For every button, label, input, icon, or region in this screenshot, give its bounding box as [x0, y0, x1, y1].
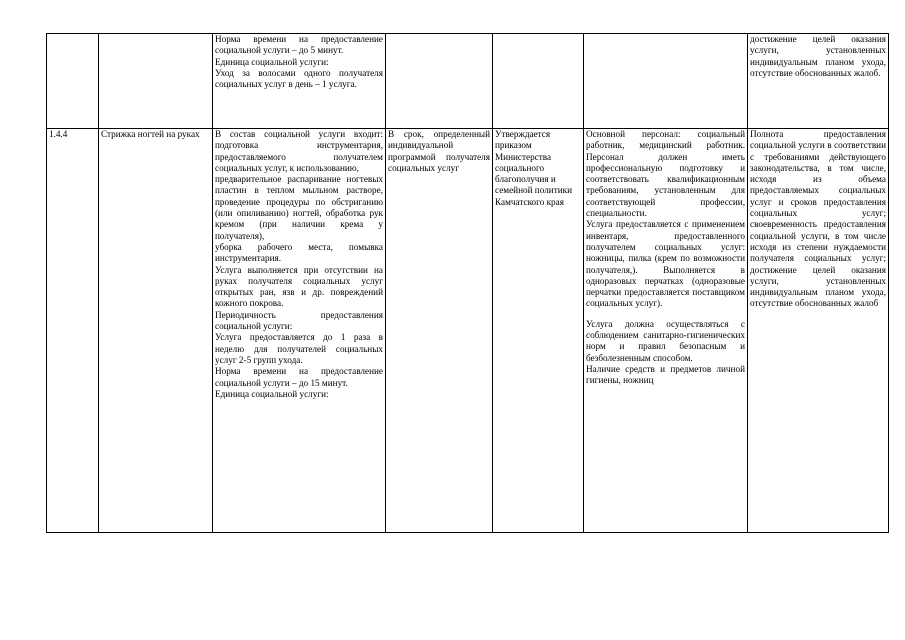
table-row	[47, 34, 889, 129]
paragraph: предварительное распаривание ногтевых пластин в теплом мыльном растворе, проведение процедуры по обстриганию (или опиливанию) ногтей, обработка рук кремом (при наличии крема у получателя),	[215, 174, 383, 241]
paragraph: В состав социальной услуги входит: подготовка инструментария, предоставляемого получателем социальных услуг, к использованию,	[215, 129, 383, 173]
cell-name	[99, 34, 213, 129]
paragraph: Услуга должна осуществляться с соблюдением санитарно-гигиенических норм и правил безопасным и безболезненным способом.	[586, 318, 745, 363]
cell-approval: Утверждается приказом Министерства социального благополучия и семейной политики Камчатского края	[493, 129, 584, 533]
cell-term	[386, 34, 493, 129]
paragraph: Норма времени на предоставление социальной услуги – до 5 минут.	[215, 34, 383, 56]
cell-num: 1.4.4	[47, 129, 99, 533]
paragraph: Основной персонал: социальный работник, медицинский работник. Персонал должен иметь профессиональную подготовку и соответствовать квалификационным требованиям, установленным для соответствующей профессии, специальности.	[586, 129, 745, 219]
paragraph: Уход за волосами одного получателя социальных услуг в день – 1 услуга.	[215, 67, 383, 90]
cell-name: Стрижка ногтей на руках	[99, 129, 213, 533]
paragraph: Норма времени на предоставление социальной услуги – до 15 минут.	[215, 366, 383, 388]
table-row	[47, 129, 889, 533]
cell-quality	[748, 34, 889, 129]
cell-term: В срок, определенный индивидуальной программой получателя социальных услуг	[386, 129, 493, 533]
paragraph: Полнота предоставления социальной услуги в соответствии с требованиями действующего законодательства, в том числе, исходя из объема предоставляемых социальных услуг и сроков предоставления социальных услуг; своевременность предоставления социальной услуги, в том числе исходя из степени нуждаемости получателя социальных услуг; достижение целей оказания услуги, установленных индивидуальным планом ухода, отсутствие обоснованных жалоб	[750, 129, 886, 309]
cell-approval	[493, 34, 584, 129]
paragraph: Единица социальной услуги:	[215, 56, 329, 67]
services-table	[46, 33, 889, 533]
paragraph: достижение целей оказания услуги, установленных индивидуальным планом ухода, отсутствие обоснованных жалоб.	[750, 34, 886, 78]
paragraph: Периодичность предоставления социальной услуги:	[215, 309, 383, 332]
cell-quality	[748, 129, 889, 533]
paragraph: Услуга предоставляется с применением инвентаря, предоставленного получателем социальных услуг: ножницы, пилка (крем по возможности получателя,). Выполняется в одноразовых перчатках (одноразовые перчатки предоставляется поставщиком социальных услуг).	[586, 219, 745, 309]
paragraph: Услуга выполняется при отсутствии на руках получателя социальных услуг открытых ран, язв и др. повреждений кожного покрова.	[215, 264, 383, 309]
paragraph: уборка рабочего места, помывка инструментария.	[215, 241, 383, 264]
paragraph: Наличие средств и предметов личной гигиены, ножниц	[586, 363, 745, 386]
cell-content	[213, 34, 386, 129]
paragraph: Услуга предоставляется до 1 раза в неделю для получателей социальных услуг 2-5 групп ухода.	[215, 332, 383, 365]
cell-content	[213, 129, 386, 533]
cell-staff	[584, 129, 748, 533]
cell-staff	[584, 34, 748, 129]
cell-num	[47, 34, 99, 129]
paragraph: Единица социальной услуги:	[215, 388, 329, 399]
